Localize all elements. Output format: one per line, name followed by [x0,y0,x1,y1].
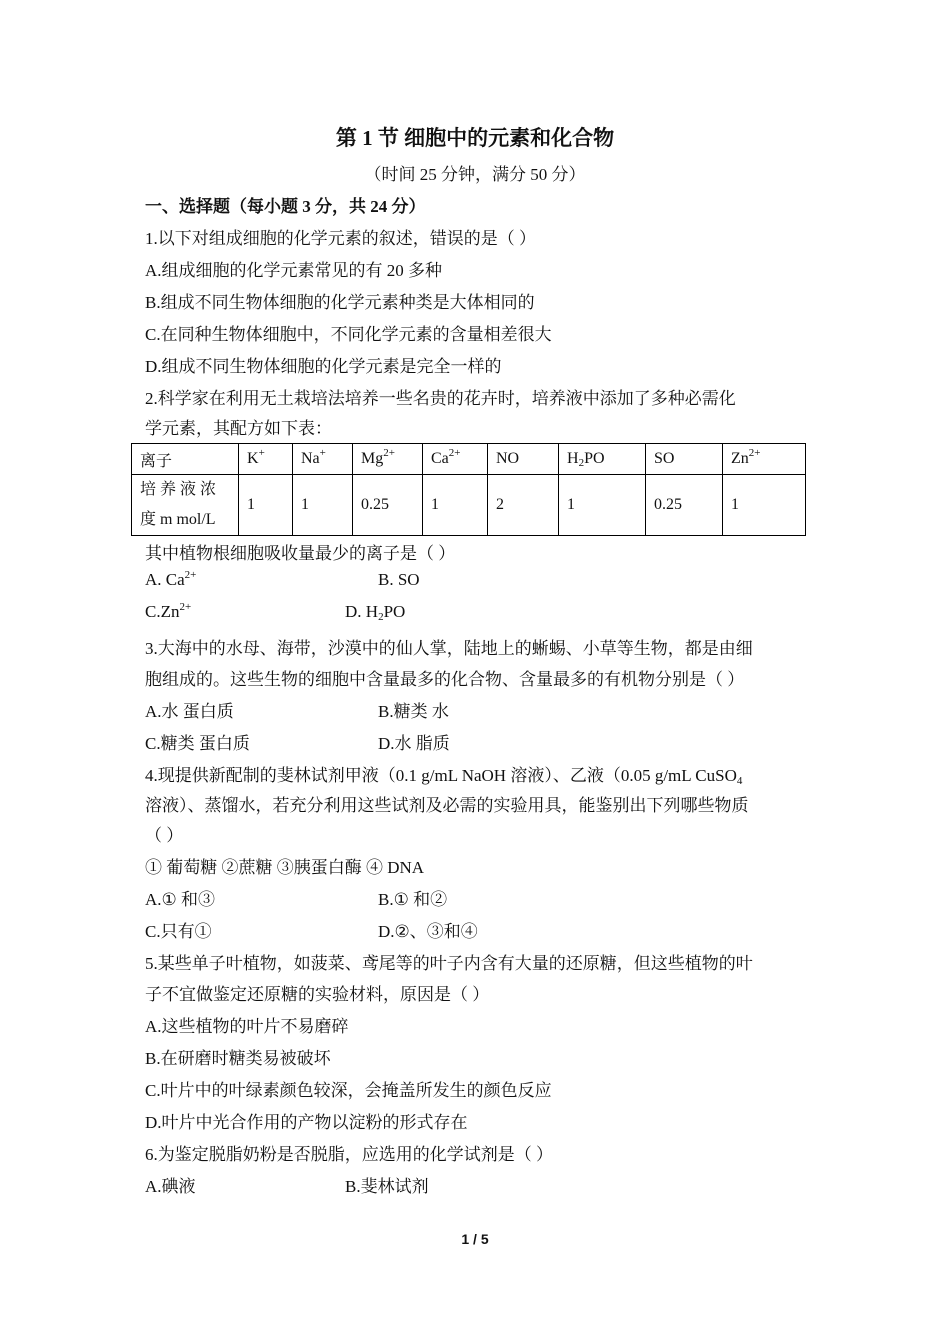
page-subtitle: （时间 25 分钟，满分 50 分） [364,165,586,184]
q2-stem-line2: 学元素，其配方如下表： [145,419,332,438]
table-cell-ion: Na+ [293,444,353,475]
q3-stem-line2: 胞组成的。这些生物的细胞中含量最多的化合物、含量最多的有机物分别是（ ） [145,670,745,689]
table-cell-value: 0.25 [353,475,423,536]
table-cell-value: 1 [559,475,646,536]
q4-option-d: D.②、③和④ [378,922,478,941]
table-cell-value: 1 [723,475,806,536]
table-cell-ion: K+ [239,444,293,475]
q6-option-b: B.斐林试剂 [345,1177,429,1196]
table-cell-ion: $Ca^{2+}$ [423,444,488,475]
q4-stem-line2: 溶液）、蒸馏水，若充分利用这些试剂及必需的实验用具，能鉴别出下列哪些物质 [145,796,749,815]
section-heading: 一、选择题（每小题 3 分，共 24 分） [145,197,426,216]
q4-items: ① 葡萄糖 ②蔗糖 ③胰蛋白酶 ④ DNA [145,858,425,877]
q2-option-a: A. $Ca^{2+}$ [145,569,197,589]
table-cell-ion: $Zn^{2+}$ [723,444,806,475]
q1-stem: 1.以下对组成细胞的化学元素的叙述，错误的是（ ） [145,229,536,248]
q5-option-a: A.这些植物的叶片不易磨碎 [145,1017,349,1036]
q2-option-d: D. $H_2PO$ [345,602,406,623]
q4-stem-line1: 4.现提供新配制的斐林试剂甲液（0.1 g/mL NaOH 溶液）、乙液（0.05 g/mL CuSO$_4$ [145,766,743,787]
q4-option-b: B.① 和② [378,890,448,909]
q4-stem-line3: （ ） [145,826,184,845]
q1-option-d: D.组成不同生物体细胞的化学元素是完全一样的 [145,357,502,376]
q1-option-b: B.组成不同生物体细胞的化学元素种类是大体相同的 [145,293,535,312]
q5-stem-line1: 5.某些单子叶植物，如菠菜、鸢尾等的叶子内含有大量的还原糖，但这些植物的叶 [145,954,753,973]
q6-option-a: A.碘液 [145,1177,196,1196]
table-row-concentration [132,475,806,536]
table-cell-value: 1 [293,475,353,536]
table-cell-value: 1 [423,475,488,536]
q5-option-d: D.叶片中光合作用的产物以淀粉的形式存在 [145,1113,468,1132]
q3-option-a: A.水 蛋白质 [145,702,234,721]
table-cell-ion: SO [646,444,723,475]
q5-option-c: C.叶片中的叶绿素颜色较深，会掩盖所发生的颜色反应 [145,1081,552,1100]
q6-stem: 6.为鉴定脱脂奶粉是否脱脂，应选用的化学试剂是（ ） [145,1145,553,1164]
q2-option-c: $C.Zn^{2+}$ [145,601,192,621]
table-cell-ion: $Mg^{2+}$ [353,444,423,475]
table-cell-value: 2 [488,475,559,536]
table-header-ion: 离子 [132,444,239,475]
q5-option-b: B.在研磨时糖类易被破坏 [145,1049,331,1068]
q5-stem-line2: 子不宜做鉴定还原糖的实验材料，原因是（ ） [145,985,490,1004]
q3-stem-line1: 3.大海中的水母、海带，沙漠中的仙人掌，陆地上的蜥蜴、小草等生物，都是由细 [145,639,753,658]
q3-option-c: C.糖类 蛋白质 [145,734,250,753]
page-number: 1 / 5 [461,1231,489,1247]
q4-option-a: A.① 和③ [145,890,216,909]
q3-option-b: B.糖类 水 [378,702,449,721]
q1-option-a: A.组成细胞的化学元素常见的有 20 多种 [145,261,443,280]
q4-option-c: C.只有① [145,922,212,941]
table-row-ions [132,444,806,475]
table-cell-ion: NO [488,444,559,475]
table-header-concentration: 培 养 液 浓 度 m mol/L [132,475,239,536]
q1-option-c: C.在同种生物体细胞中，不同化学元素的含量相差很大 [145,325,552,344]
table-cell-value: 1 [239,475,293,536]
table-cell-value: 0.25 [646,475,723,536]
page-title: 第 1 节 细胞中的元素和化合物 [335,126,615,150]
q3-option-d: D.水 脂质 [378,734,450,753]
q2-stem-line1: 2.科学家在利用无土栽培法培养一些名贵的花卉时，培养液中添加了多种必需化 [145,389,736,408]
table-cell-ion: $H_2PO$ [559,444,646,475]
q2-option-b: B. SO [378,570,420,589]
nutrient-table [131,443,806,536]
q2-question: 其中植物根细胞吸收量最少的离子是（ ） [145,544,456,563]
